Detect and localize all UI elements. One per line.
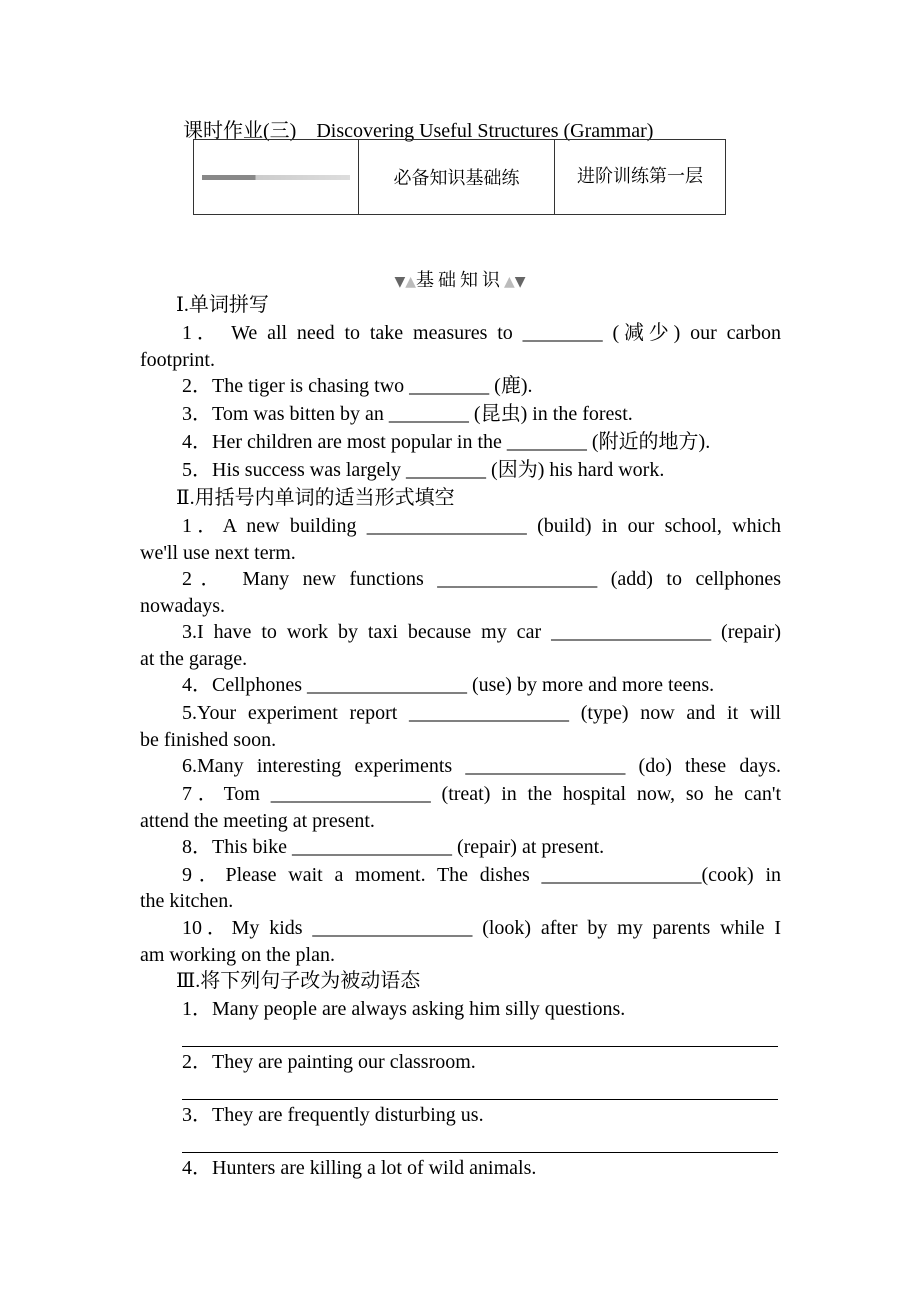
question: footprint. xyxy=(140,349,215,371)
question: 9．Please wait a moment. The dishes ________________(cook) in xyxy=(182,864,781,886)
triangle-icon: ▼ xyxy=(514,274,526,290)
question: we'll use next term. xyxy=(140,542,296,564)
answer-line[interactable] xyxy=(182,1152,778,1153)
part1-heading: Ⅰ.单词拼写 xyxy=(176,294,269,316)
progress-cell xyxy=(194,140,359,215)
question: 10．My kids ________________ (look) after by my parents while I xyxy=(182,917,781,939)
question: 2．The tiger is chasing two ________ (鹿). xyxy=(182,375,533,397)
triangle-icon: ▲ xyxy=(405,274,416,290)
question: 6.Many interesting experiments ________________ (do) these days. xyxy=(182,755,781,777)
progress-bar-decoration xyxy=(202,175,350,180)
question: at the garage. xyxy=(140,648,248,670)
question: 5．His success was largely ________ (因为) his hard work. xyxy=(182,459,665,481)
question: 1．A new building ________________ (build) in our school, which xyxy=(182,515,781,537)
question: 1． We all need to take measures to ________ (减少) our carbon xyxy=(182,322,781,344)
question: am working on the plan. xyxy=(140,944,335,966)
part2-heading: Ⅱ.用括号内单词的适当形式填空 xyxy=(176,487,455,509)
question: 3.I have to work by taxi because my car ________________ (repair) xyxy=(182,621,781,643)
triangle-icon: ▲ xyxy=(504,274,515,290)
answer-line[interactable] xyxy=(182,1099,778,1100)
question: 2． Many new functions ________________ (add) to cellphones xyxy=(182,568,781,590)
part3-heading: Ⅲ.将下列句子改为被动语态 xyxy=(176,970,421,992)
question: 7．Tom ________________ (treat) in the hospital now, so he can't xyxy=(182,783,781,805)
question: be finished soon. xyxy=(140,729,277,751)
question: 4．Her children are most popular in the ________ (附近的地方). xyxy=(182,431,711,453)
question: 1．Many people are always asking him silly questions. xyxy=(182,998,626,1020)
question: 8．This bike ________________ (repair) at present. xyxy=(182,836,605,858)
page-title: 课时作业(三) Discovering Useful Structures (Grammar) xyxy=(183,120,654,142)
question: 3．They are frequently disturbing us. xyxy=(182,1104,484,1126)
question: 5.Your experiment report ________________ (type) now and it will xyxy=(182,702,781,724)
table-middle: 必备知识基础练 xyxy=(359,140,555,215)
question: 4．Hunters are killing a lot of wild animals. xyxy=(182,1157,537,1179)
answer-line[interactable] xyxy=(182,1046,778,1047)
question: attend the meeting at present. xyxy=(140,810,375,832)
question: 2．They are painting our classroom. xyxy=(182,1051,476,1073)
section-heading xyxy=(0,266,920,292)
question: 4．Cellphones ________________ (use) by more and more teens. xyxy=(182,674,715,696)
triangle-icon: ▼ xyxy=(394,274,406,290)
question: 3．Tom was bitten by an ________ (昆虫) in the forest. xyxy=(182,403,633,425)
question: the kitchen. xyxy=(140,890,234,912)
header-table xyxy=(193,139,726,215)
question: nowadays. xyxy=(140,595,225,617)
table-right: 进阶训练第一层 xyxy=(555,140,726,215)
section-title: 基础知识 xyxy=(416,270,504,291)
